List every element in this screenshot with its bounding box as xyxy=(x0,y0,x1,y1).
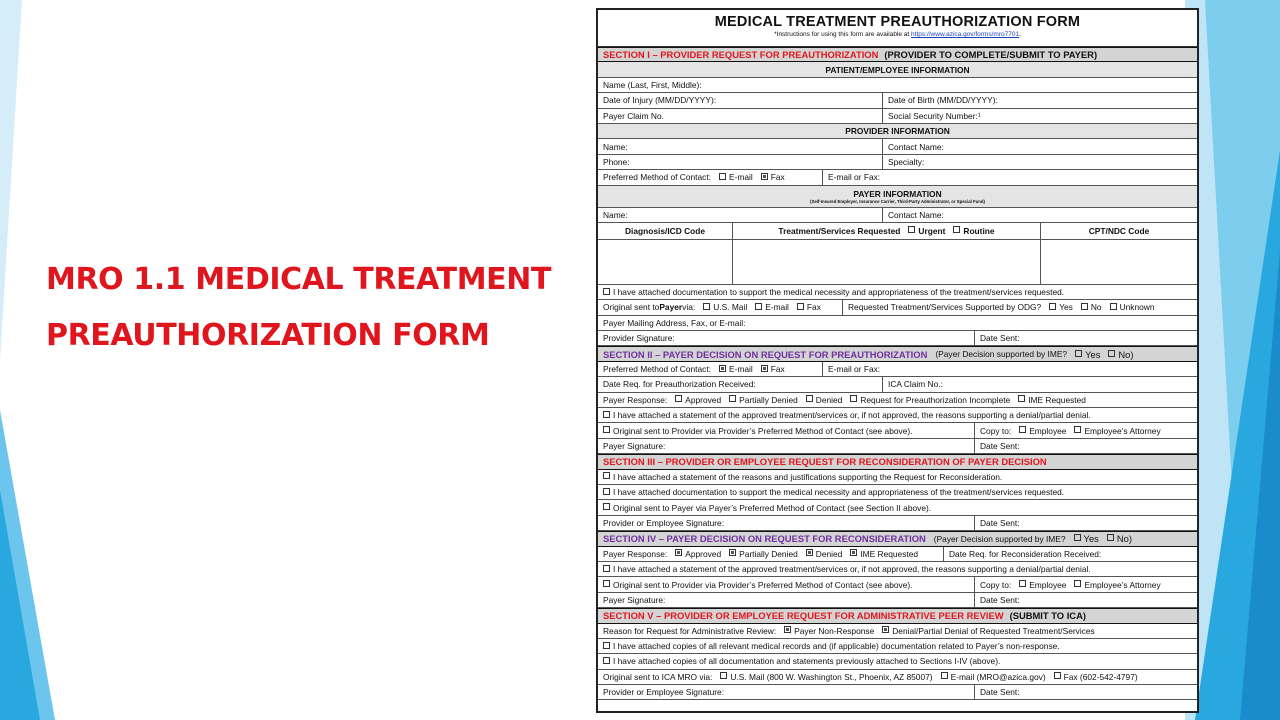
treatment-table-header: Diagnosis/ICD Code Treatment/Services Requested Urgent Routine CPT/NDC Code xyxy=(598,223,1197,240)
s1-signature-row: Provider Signature: Date Sent: xyxy=(598,331,1197,346)
payer-mailing-row: Payer Mailing Address, Fax, or E-mail: xyxy=(598,316,1197,331)
section-1-heading: SECTION I – PROVIDER REQUEST FOR PREAUTHORIZATION (PROVIDER TO COMPLETE/SUBMIT TO PAYER) xyxy=(598,47,1197,62)
section-5-heading: SECTION V – PROVIDER OR EMPLOYEE REQUEST FOR ADMINISTRATIVE PEER REVIEW (SUBMIT TO ICA) xyxy=(598,608,1197,623)
s2-attached-row: I have attached a statement of the approved treatment/services or, if not approved, the reasons supporting a denial/partial denial. xyxy=(598,408,1197,423)
s2-payer-response-row: Payer Response: Approved Partially Denied Denied Request for Preauthorization Incomplete IME Requested xyxy=(598,393,1197,408)
payer-name-row: Name: Contact Name: xyxy=(598,208,1197,223)
s5-reason-row: Reason for Request for Administrative Review: Payer Non-Response Denial/Partial Denial of Requested Treatment/Services xyxy=(598,624,1197,639)
s1-attached-row: I have attached documentation to support the medical necessity and appropriateness of the treatment/services requested. xyxy=(598,285,1197,300)
provider-contact-method-row: Preferred Method of Contact: E-mail Fax E-mail or Fax: xyxy=(598,170,1197,185)
checkbox-fax-checked xyxy=(761,173,768,180)
treatment-table-body xyxy=(598,240,1197,285)
slide-title-line-1: MRO 1.1 MEDICAL TREATMENT xyxy=(46,262,552,297)
s2-date-received-row: Date Req. for Preauthorization Received: ICA Claim No.: xyxy=(598,377,1197,392)
patient-info-header: PATIENT/EMPLOYEE INFORMATION xyxy=(598,62,1197,77)
s3-line-2: I have attached documentation to support the medical necessity and appropriateness of the treatment/services requested. xyxy=(598,485,1197,500)
section-4-heading: SECTION IV – PAYER DECISION ON REQUEST FOR RECONSIDERATION (Payer Decision supported by IME? Yes No) xyxy=(598,531,1197,546)
s3-line-1: I have attached a statement of the reasons and justifications supporting the Request for Reconsideration. xyxy=(598,470,1197,485)
slide-title-line-2: PREAUTHORIZATION FORM xyxy=(46,318,490,353)
form-title: MEDICAL TREATMENT PREAUTHORIZATION FORM xyxy=(714,14,1081,30)
s5-line-1: I have attached copies of all relevant medical records and (if applicable) documentation related to Payer’s non-response. xyxy=(598,639,1197,654)
checkbox-email xyxy=(719,173,726,180)
instructions-link[interactable]: https://www.azica.gov/forms/mro7701 xyxy=(911,31,1020,38)
provider-name-row: Name: Contact Name: xyxy=(598,139,1197,154)
s2-original-sent-row: Original sent to Provider via Provider’s Preferred Method of Contact (see above). Copy to: Employee Employee’s Attorney xyxy=(598,423,1197,438)
form-instructions: *Instructions for using this form are available at https://www.azica.gov/forms/mro7701. xyxy=(774,31,1021,38)
provider-phone-row: Phone: Specialty: xyxy=(598,155,1197,170)
s5-original-sent-row: Original sent to ICA MRO via: U.S. Mail (800 W. Washington St., Phoenix, AZ 85007) E-mail (MRO@azica.gov) Fax (602-542-4797) xyxy=(598,670,1197,685)
section-2-heading: SECTION II – PAYER DECISION ON REQUEST FOR PREAUTHORIZATION (Payer Decision supported by IME? Yes No) xyxy=(598,346,1197,361)
s4-signature-row: Payer Signature: Date Sent: xyxy=(598,593,1197,608)
s5-signature-row: Provider or Employee Signature: Date Sent: xyxy=(598,685,1197,700)
patient-name-row: Name (Last, First, Middle): xyxy=(598,78,1197,93)
section-3-heading: SECTION III – PROVIDER OR EMPLOYEE REQUEST FOR RECONSIDERATION OF PAYER DECISION xyxy=(598,454,1197,469)
s3-signature-row: Provider or Employee Signature: Date Sent: xyxy=(598,516,1197,531)
s4-attached-row: I have attached a statement of the approved treatment/services or, if not approved, the reasons supporting a denial/partial denial. xyxy=(598,562,1197,577)
provider-info-header: PROVIDER INFORMATION xyxy=(598,124,1197,139)
s5-line-2: I have attached copies of all documentation and statements previously attached to Sections I-IV (above). xyxy=(598,654,1197,669)
preauthorization-form-image xyxy=(596,8,1199,713)
payer-info-header: PAYER INFORMATION (Self-Insured Employer, Insurance Carrier, Third-Party Administrator, or Special Fund) xyxy=(598,186,1197,208)
s2-contact-method-row: Preferred Method of Contact: E-mail Fax E-mail or Fax: xyxy=(598,362,1197,377)
s1-original-sent-row: Original sent to Payer via: U.S. Mail E-mail Fax Requested Treatment/Services Supported by ODG? Yes No Unknown xyxy=(598,300,1197,315)
slide-title xyxy=(46,252,586,364)
claim-ssn-row: Payer Claim No. Social Security Number:¹ xyxy=(598,109,1197,124)
s2-signature-row: Payer Signature: Date Sent: xyxy=(598,439,1197,454)
s4-payer-response-row: Payer Response: Approved Partially Denied Denied IME Requested Date Req. for Reconsideration Received: xyxy=(598,547,1197,562)
decorative-shapes-right xyxy=(1185,0,1280,720)
decorative-triangle-top-left xyxy=(0,0,22,360)
form-header xyxy=(598,10,1197,47)
injury-birth-row: Date of Injury (MM/DD/YYYY): Date of Birth (MM/DD/YYYY): xyxy=(598,93,1197,108)
decorative-triangle-bottom-left xyxy=(0,410,55,720)
s3-line-3: Original sent to Payer via Payer’s Preferred Method of Contact (see Section II above). xyxy=(598,500,1197,515)
s4-original-sent-row: Original sent to Provider via Provider’s Preferred Method of Contact (see above). Copy to: Employee Employee’s Attorney xyxy=(598,577,1197,592)
